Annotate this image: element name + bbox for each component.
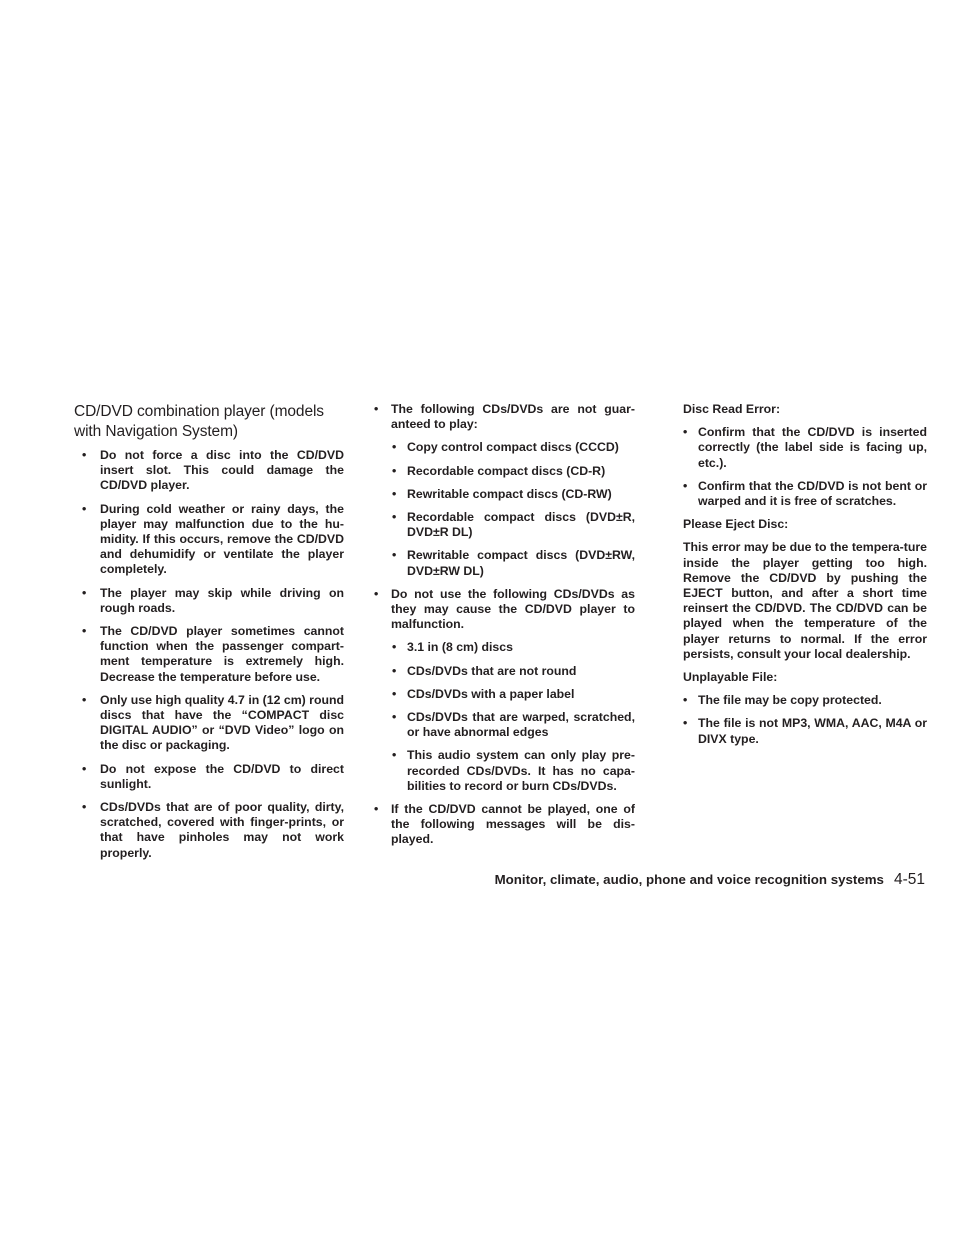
sublist-item-text: This audio system can only play pre-recorded CDs/DVDs. It has no capa-bilities to record or burn CDs/DVDs.: [407, 748, 635, 793]
sublist-item-text: Copy control compact discs (CCCD): [407, 440, 619, 455]
column-2: [374, 402, 635, 856]
section-heading: CD/DVD combination player (models with Navigation System): [74, 403, 324, 440]
sublist-item-text: 3.1 in (8 cm) discs: [407, 640, 513, 655]
bullet-icon: •: [82, 800, 87, 815]
bullet-icon: •: [82, 624, 87, 639]
list-item: [74, 762, 344, 792]
list-item: [374, 402, 635, 579]
sublist-item: [391, 510, 635, 540]
bullet-icon: •: [374, 586, 379, 601]
list-item-text: If the CD/DVD cannot be played, one of the following messages will be dis-played.: [391, 802, 635, 847]
list-item: [683, 693, 927, 708]
bullet-icon: •: [82, 501, 87, 516]
bullet-icon: •: [392, 510, 397, 525]
list-item-text: The file may be copy protected.: [698, 693, 882, 708]
list-item-text: The CD/DVD player sometimes cannot function when the passenger compart-ment temperature is extremely high. Decrease the temperature before use.: [100, 624, 344, 684]
list-item-text: Do not expose the CD/DVD to direct sunlight.: [100, 761, 344, 791]
list-item: [74, 800, 344, 861]
disc-read-error-label: Disc Read Error:: [683, 402, 781, 416]
sublist-item: [391, 548, 635, 578]
sublist-item: [391, 748, 635, 794]
sublist-item: [391, 640, 635, 655]
list-item-text: CDs/DVDs that are of poor quality, dirty, scratched, covered with finger-prints, or that have pinholes may not work properly.: [100, 800, 344, 860]
sublist-item-text: Rewritable compact discs (CD-RW): [407, 486, 612, 501]
footer-section-title: Monitor, climate, audio, phone and voice recognition systems: [494, 872, 884, 887]
bullet-icon: •: [683, 425, 688, 440]
sublist-item: [391, 464, 635, 479]
bullet-icon: •: [392, 640, 397, 655]
list-item: [74, 693, 344, 754]
bullet-icon: •: [392, 486, 397, 501]
bullet-icon: •: [392, 686, 397, 701]
list-item: [74, 624, 344, 685]
list-item-text: During cold weather or rainy days, the player may malfunction due to the hu-midity. If this occurs, remove the CD/DVD and dehumidify or ventilate the player completely.: [100, 501, 344, 577]
bullet-icon: •: [374, 402, 379, 416]
not-guaranteed-sublist: [391, 440, 635, 578]
list-item: [74, 448, 344, 494]
unplayable-file-label: Unplayable File:: [683, 670, 778, 685]
page-number: 4-51: [893, 871, 925, 888]
sublist-item: [391, 440, 635, 455]
bullet-icon: •: [683, 478, 688, 493]
bullet-icon: •: [392, 463, 397, 478]
list-item-text: Only use high quality 4.7 in (12 cm) round discs that have the “COMPACT disc DIGITAL AUDIO” or “DVD Video” logo on the disc or packaging.: [100, 692, 344, 753]
sublist-item: [391, 710, 635, 740]
column-3: [683, 402, 927, 755]
sublist-item: [391, 487, 635, 502]
please-eject-label: Please Eject Disc:: [683, 517, 789, 532]
list-item: [74, 502, 344, 578]
disc-read-error-list: [683, 425, 927, 509]
sublist-item-text: CDs/DVDs that are not round: [407, 663, 577, 678]
sublist-item-text: Recordable compact discs (CD-R): [407, 463, 606, 478]
disc-compatibility-list: [374, 402, 635, 848]
sublist-item-text: CDs/DVDs with a paper label: [407, 686, 575, 701]
list-item: [683, 425, 927, 471]
bullet-icon: •: [683, 716, 688, 731]
please-eject-text: This error may be due to the tempera-ture inside the player getting too high. Remove the CD/DVD by pushing the EJECT button, and after a short time reinsert the CD/DVD. The CD/DVD can be played when the temperature of the player returns to normal. If the error persists, consult your local dealership.: [683, 540, 927, 661]
list-item-text: Do not use the following CDs/DVDs as they may cause the CD/DVD player to malfunction.: [391, 586, 635, 632]
precautions-list: [74, 448, 344, 861]
bullet-icon: •: [82, 692, 87, 707]
bullet-icon: •: [82, 585, 87, 600]
list-item-text: Do not force a disc into the CD/DVD insert slot. This could damage the CD/DVD player.: [100, 448, 344, 493]
bullet-icon: •: [392, 710, 397, 725]
unplayable-file-list: [683, 693, 927, 747]
sublist-item-text: CDs/DVDs that are warped, scratched, or have abnormal edges: [407, 710, 635, 740]
sublist-item-text: Recordable compact discs (DVD±R, DVD±R DL): [407, 510, 635, 540]
sublist-item: [391, 664, 635, 679]
list-item: [683, 479, 927, 509]
list-item: [74, 586, 344, 616]
bullet-icon: •: [82, 448, 87, 462]
do-not-use-sublist: [391, 640, 635, 794]
page-footer: [300, 871, 925, 889]
bullet-icon: •: [392, 548, 397, 563]
bullet-icon: •: [82, 761, 87, 776]
bullet-icon: •: [392, 663, 397, 678]
list-item-text: The player may skip while driving on rough roads.: [100, 585, 344, 615]
list-item: [374, 587, 635, 794]
sublist-item: [391, 687, 635, 702]
column-1: [74, 402, 344, 869]
list-item: [374, 802, 635, 848]
list-item-text: Confirm that the CD/DVD is inserted correctly (the label side is facing up, etc.).: [698, 425, 927, 470]
bullet-icon: •: [392, 748, 397, 763]
list-item-text: The following CDs/DVDs are not guar-anteed to play:: [391, 402, 635, 432]
bullet-icon: •: [683, 693, 688, 708]
list-item-text: Confirm that the CD/DVD is not bent or warped and it is free of scratches.: [698, 478, 927, 509]
list-item-text: The file is not MP3, WMA, AAC, M4A or DIVX type.: [698, 716, 927, 746]
list-item: [683, 716, 927, 746]
sublist-item-text: Rewritable compact discs (DVD±RW, DVD±RW DL): [407, 548, 635, 578]
bullet-icon: •: [374, 802, 379, 817]
bullet-icon: •: [392, 440, 397, 455]
